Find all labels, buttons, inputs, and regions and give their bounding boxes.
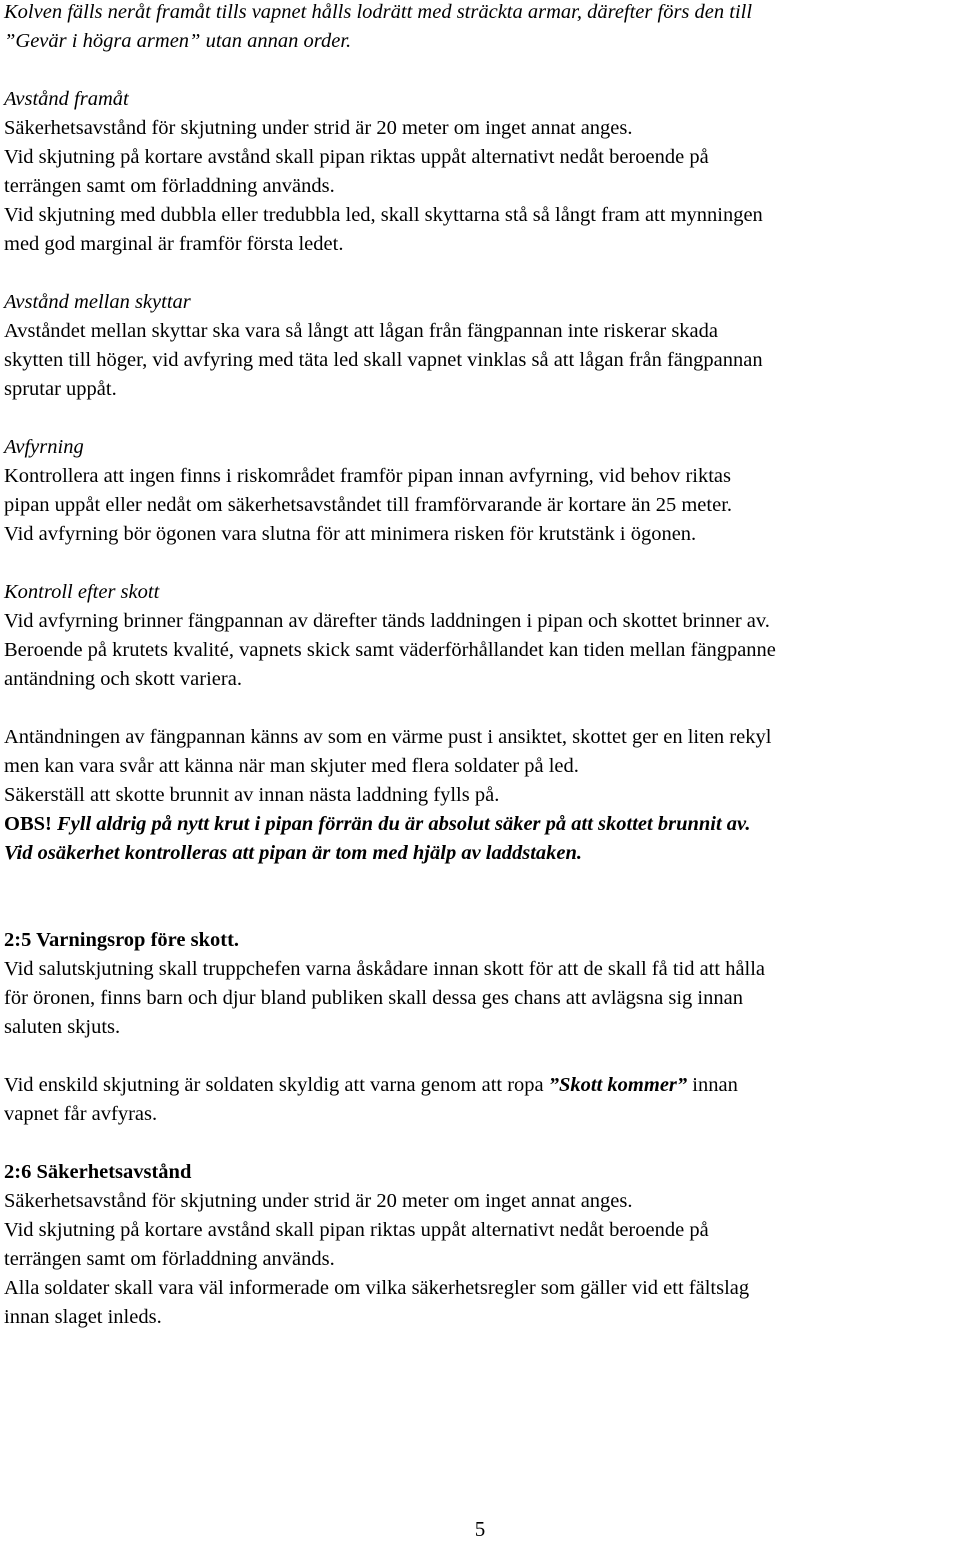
call-phrase: ”Skott kommer” bbox=[548, 1074, 688, 1096]
spacer bbox=[4, 897, 956, 926]
paragraph-line: sprutar uppåt. bbox=[4, 378, 117, 400]
spacer bbox=[4, 1042, 956, 1071]
paragraph-line: Vid skjutning med dubbla eller tredubbla led, skall skyttarna stå så långt fram att mynningen bbox=[4, 204, 763, 226]
spacer bbox=[4, 404, 956, 433]
section-heading-avstand-mellan: Avstånd mellan skyttar bbox=[4, 291, 191, 313]
spacer bbox=[4, 694, 956, 723]
paragraph-line: Säkerställ att skotte brunnit av innan nästa laddning fylls på. bbox=[4, 784, 500, 806]
paragraph-line: Vid skjutning på kortare avstånd skall pipan riktas uppåt alternativt nedåt beroende på bbox=[4, 1219, 709, 1241]
paragraph-line: med god marginal är framför första ledet. bbox=[4, 233, 344, 255]
paragraph-line: Vid salutskjutning skall truppchefen varna åskådare innan skott för att de skall få tid att hålla bbox=[4, 958, 766, 980]
spacer bbox=[4, 56, 956, 85]
paragraph-line: pipan uppåt eller nedåt om säkerhetsavståndet till framförvarande är kortare än 25 meter. bbox=[4, 494, 733, 516]
call-prefix: Vid enskild skjutning är soldaten skyldig att varna genom att ropa bbox=[4, 1074, 549, 1096]
paragraph-line: terrängen samt om förladdning används. bbox=[4, 1248, 335, 1270]
paragraph-line: antändning och skott variera. bbox=[4, 668, 242, 690]
section-heading-sakerhetsavstand: 2:6 Säkerhetsavstånd bbox=[4, 1161, 192, 1183]
paragraph-line: för öronen, finns barn och djur bland publiken skall dessa ges chans att avlägsna sig innan bbox=[4, 987, 743, 1009]
paragraph-line: Avståndet mellan skyttar ska vara så långt att lågan från fängpannan inte riskerar skada bbox=[4, 320, 718, 342]
paragraph-line: Vid avfyrning brinner fängpannan av därefter tänds laddningen i pipan och skottet brinner av. bbox=[4, 610, 770, 632]
paragraph-line: Vid skjutning på kortare avstånd skall pipan riktas uppåt alternativt nedåt beroende på bbox=[4, 146, 709, 168]
paragraph-line: Säkerhetsavstånd för skjutning under strid är 20 meter om inget annat anges. bbox=[4, 117, 633, 139]
intro-line-2: ”Gevär i högra armen” utan annan order. bbox=[4, 30, 352, 52]
paragraph-line: Beroende på krutets kvalité, vapnets skick samt väderförhållandet kan tiden mellan fängpanne bbox=[4, 639, 776, 661]
paragraph-line: terrängen samt om förladdning används. bbox=[4, 175, 335, 197]
intro-line-1: Kolven fälls neråt framåt tills vapnet hålls lodrätt med sträckta armar, därefter förs den till bbox=[4, 1, 753, 23]
section-heading-kontroll: Kontroll efter skott bbox=[4, 581, 160, 603]
spacer bbox=[4, 868, 956, 897]
paragraph-line: vapnet får avfyras. bbox=[4, 1103, 158, 1125]
obs-warning-line-2: Vid osäkerhet kontrolleras att pipan är tom med hjälp av laddstaken. bbox=[4, 842, 583, 864]
page-number: 5 bbox=[474, 1517, 486, 1541]
paragraph-line: Säkerhetsavstånd för skjutning under strid är 20 meter om inget annat anges. bbox=[4, 1190, 633, 1212]
obs-text: Fyll aldrig på nytt krut i pipan förrän du är absolut säker på att skottet brunnit av. bbox=[51, 813, 751, 835]
paragraph-line: Alla soldater skall vara väl informerade om vilka säkerhetsregler som gäller vid ett fältslag bbox=[4, 1277, 750, 1299]
section-heading-avfyrning: Avfyrning bbox=[4, 436, 84, 458]
spacer bbox=[4, 1129, 956, 1158]
paragraph-line: Antändningen av fängpannan känns av som en värme pust i ansiktet, skottet ger en liten rekyl bbox=[4, 726, 772, 748]
document-page bbox=[4, 0, 956, 1332]
paragraph-line: Vid avfyrning bör ögonen vara slutna för att minimera risken för krutstänk i ögonen. bbox=[4, 523, 697, 545]
obs-warning bbox=[4, 810, 956, 839]
paragraph-line: men kan vara svår att känna när man skjuter med flera soldater på led. bbox=[4, 755, 579, 777]
call-suffix: innan bbox=[687, 1074, 738, 1096]
spacer bbox=[4, 259, 956, 288]
section-heading-varningsrop: 2:5 Varningsrop före skott. bbox=[4, 929, 240, 951]
paragraph-line: saluten skjuts. bbox=[4, 1016, 121, 1038]
paragraph-line: innan slaget inleds. bbox=[4, 1306, 162, 1328]
obs-label: OBS! bbox=[4, 813, 52, 835]
section-heading-avstand-framat: Avstånd framåt bbox=[4, 88, 129, 110]
paragraph-line: skytten till höger, vid avfyring med täta led skall vapnet vinklas så att lågan från fängpannan bbox=[4, 349, 763, 371]
paragraph-line: Kontrollera att ingen finns i riskområdet framför pipan innan avfyrning, vid behov riktas bbox=[4, 465, 731, 487]
spacer bbox=[4, 549, 956, 578]
paragraph-line-call bbox=[4, 1071, 956, 1100]
